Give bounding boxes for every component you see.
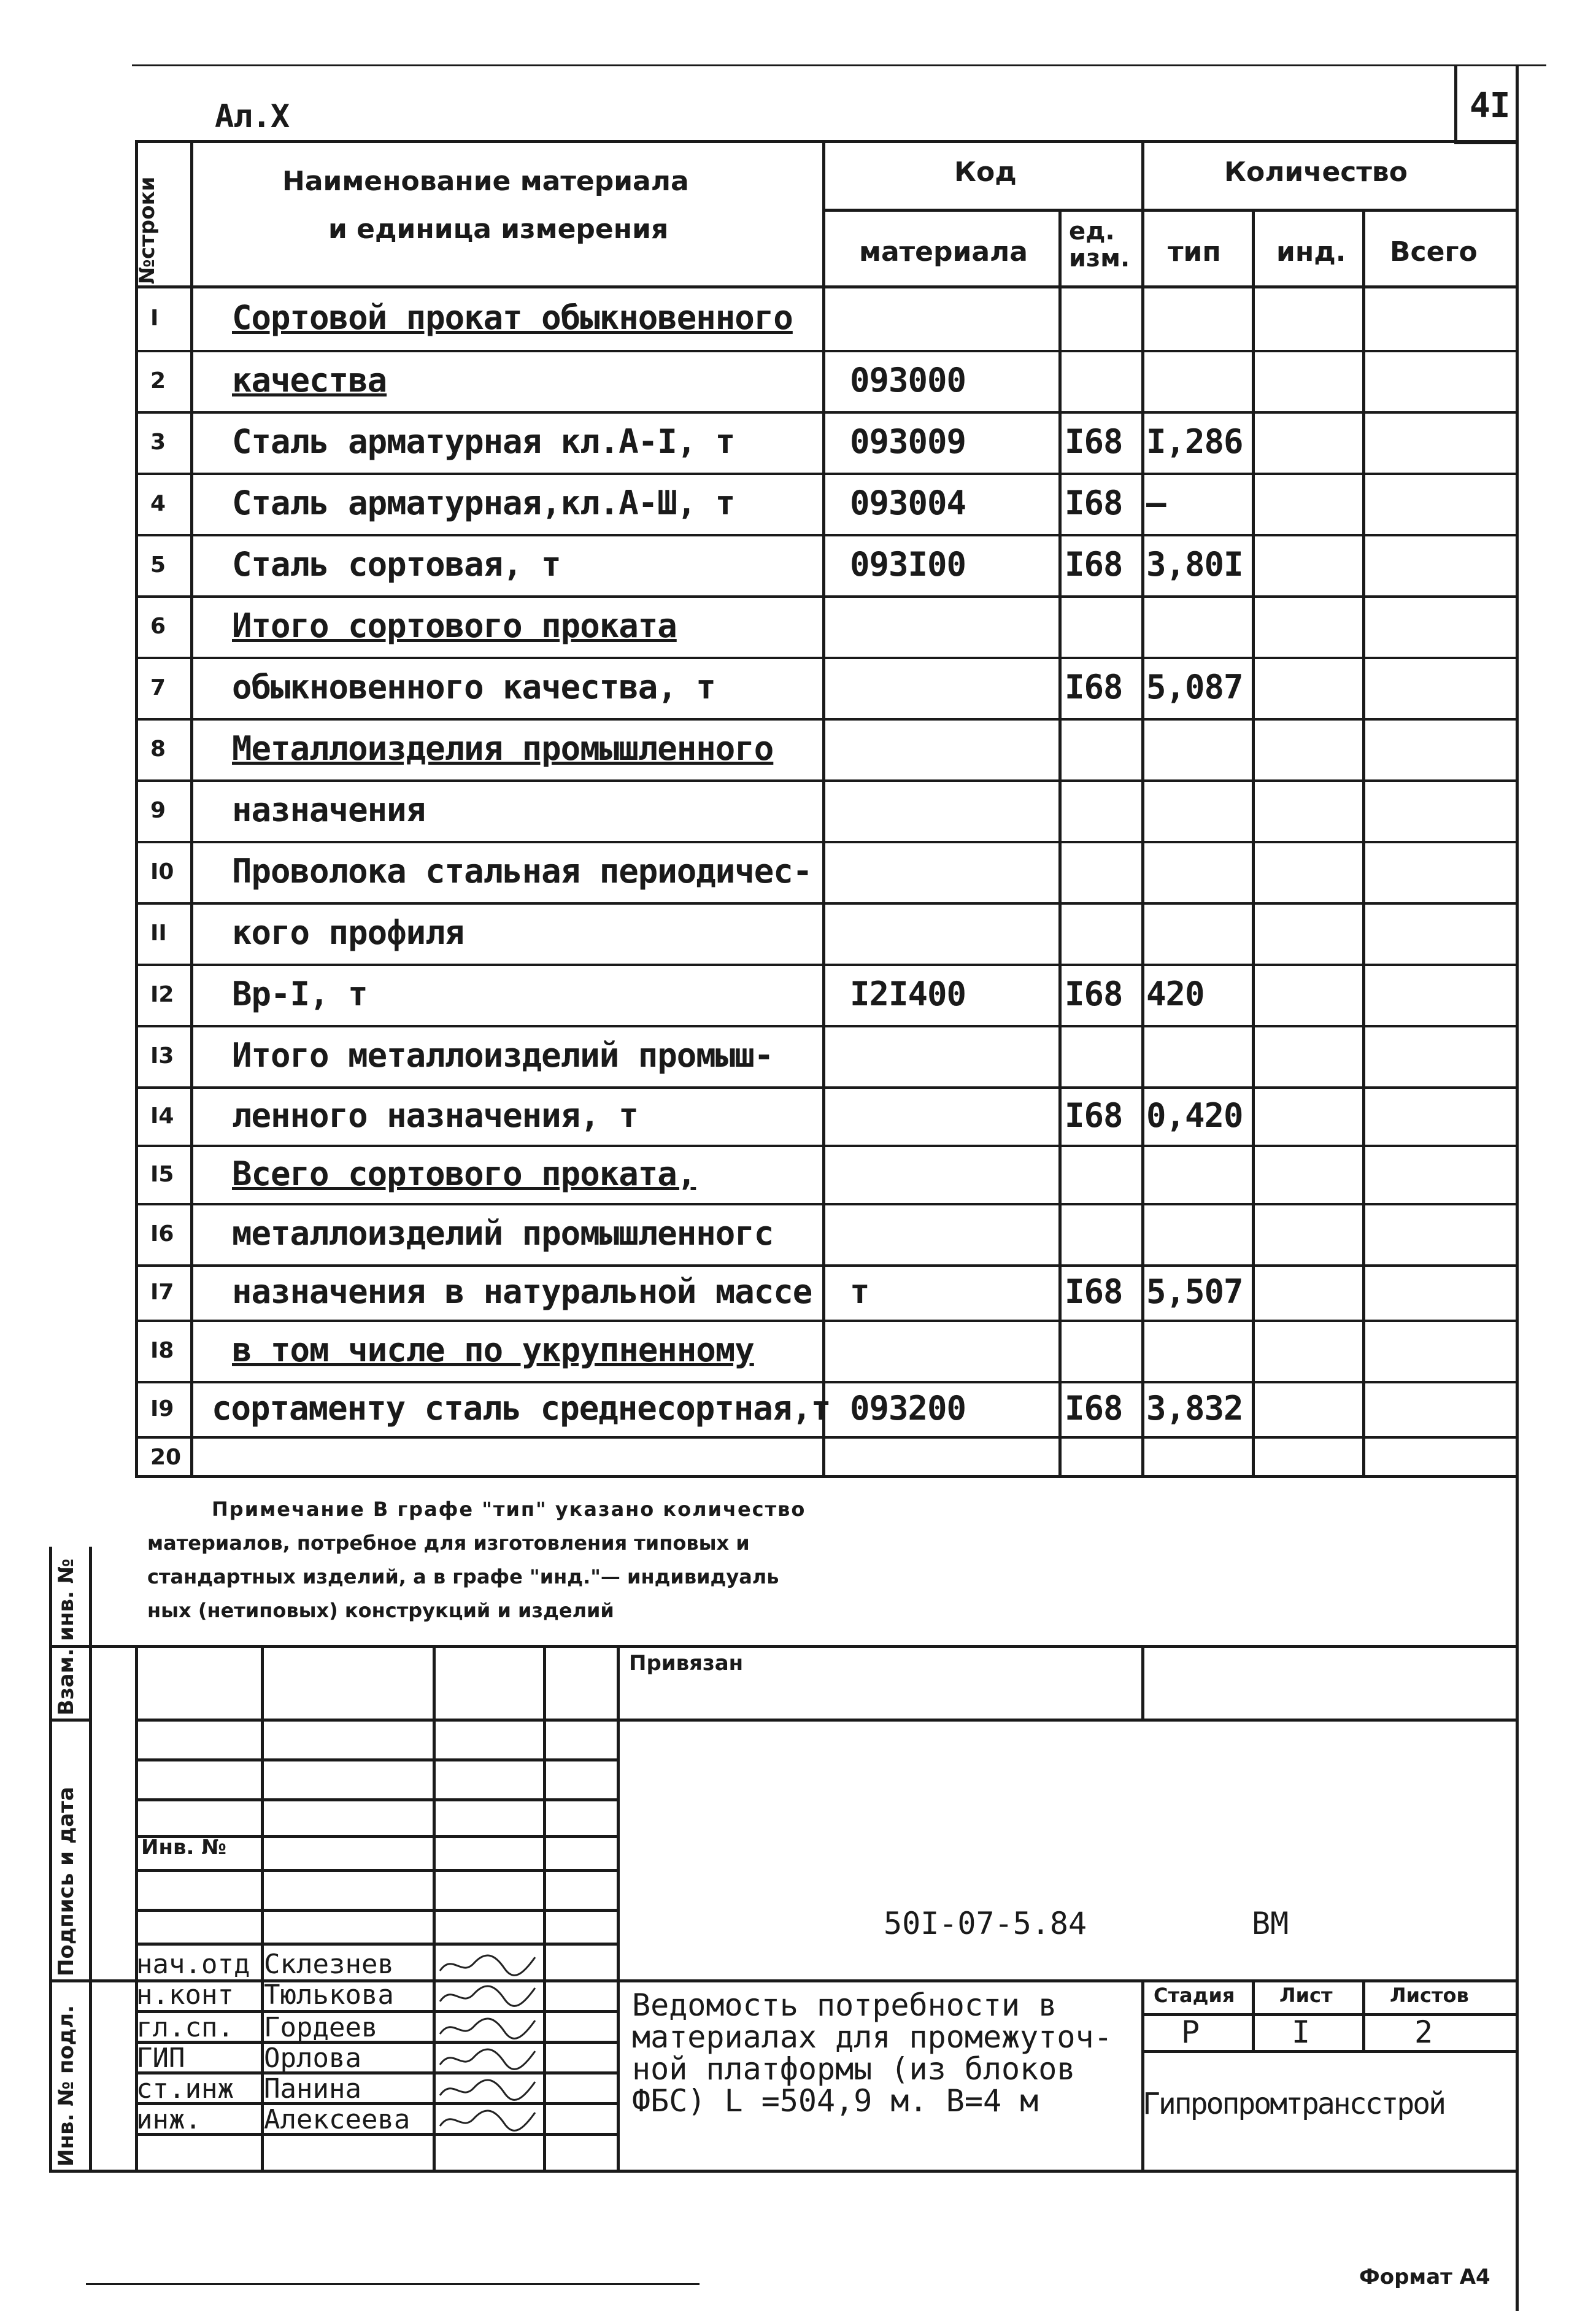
signer-name: Тюлькова	[264, 1979, 394, 2011]
row-number: 5	[150, 552, 166, 578]
row-number: I5	[150, 1161, 174, 1187]
row-material-name: Всего сортового проката,	[232, 1154, 696, 1193]
tb-stage-left	[1141, 1979, 1144, 2170]
format-label: Формат А4	[1359, 2265, 1490, 2289]
col-code-label: Код	[954, 157, 1017, 188]
row-qty-type: 3,80I	[1146, 545, 1243, 584]
side-label-podpis: Подпись и дата	[54, 1787, 79, 1976]
tb-row-5	[135, 1869, 617, 1872]
signer-role: нач.отд	[136, 1949, 250, 1980]
page-number: 4I	[1470, 86, 1510, 126]
tb-row-2	[135, 1758, 617, 1761]
row-number: I0	[150, 859, 174, 884]
row-number: I6	[150, 1221, 174, 1247]
row-separator	[135, 350, 1517, 352]
note-line-4: ных (нетиповых) конструкций и изделий	[147, 1599, 614, 1622]
col-line-name	[822, 140, 825, 1478]
row-separator	[135, 1145, 1517, 1147]
row-material-name: назначения	[232, 791, 426, 829]
row-separator	[135, 1320, 1517, 1322]
col-line-type	[1252, 209, 1255, 1478]
title-line-3: ной платформы (из блоков	[632, 2051, 1076, 2087]
signer-role: н.конт	[136, 1979, 234, 2011]
note-line-1: Примечание В графе "тип" указано количество	[212, 1498, 806, 1521]
row-qty-type: 3,832	[1146, 1389, 1243, 1428]
row-number: 2	[150, 368, 166, 393]
row-separator	[135, 779, 1517, 782]
col-total-label: Всего	[1390, 236, 1478, 268]
row-separator	[135, 841, 1517, 843]
note-line-2: материалов, потребное для изготовления типовых и	[147, 1531, 750, 1555]
row-material-name: Итого металлоизделий промыш-	[232, 1036, 774, 1075]
row-number: 7	[150, 675, 166, 700]
row-number: 3	[150, 430, 166, 455]
row-unit-code: I68	[1065, 1096, 1123, 1135]
row-unit-code: I68	[1065, 668, 1123, 706]
row-material-code: 093I00	[850, 545, 966, 584]
sheet-label: Лист	[1279, 1984, 1333, 2007]
col-line-unit	[1141, 140, 1144, 1478]
signer-name: Панина	[264, 2073, 361, 2105]
header-bottom-line	[135, 285, 1517, 288]
titleblock-bottom-line	[49, 2170, 1517, 2173]
tb-row-6	[135, 1909, 617, 1912]
sheets-label: Листов	[1390, 1984, 1469, 2007]
row-material-name: Сталь сортовая, т	[232, 545, 561, 584]
row-material-name: Сортовой прокат обыкновенного	[232, 298, 793, 337]
side-label-vzam: Взам. инв. №	[54, 1558, 79, 1715]
tb-bound-bottom	[617, 1719, 1517, 1722]
row-material-name: в том числе по укрупненному	[232, 1331, 754, 1369]
signer-name: Гордеев	[264, 2012, 378, 2043]
row-qty-type: 420	[1146, 975, 1205, 1013]
row-number: 6	[150, 614, 166, 639]
row-separator	[135, 718, 1517, 721]
row-separator	[135, 473, 1517, 475]
row-number: 20	[150, 1445, 182, 1470]
row-material-name: обыкновенного качества, т	[232, 668, 715, 706]
side-strip-left-line	[49, 1547, 52, 2170]
row-number: I	[150, 305, 159, 331]
sheet-value: I	[1292, 2014, 1311, 2050]
signature-scribble	[437, 1981, 541, 2010]
row-material-name: сортаменту сталь среднесортная,т	[212, 1389, 831, 1428]
stage-value: Р	[1181, 2014, 1200, 2050]
title-line-2: материалах для промежуточ-	[632, 2019, 1112, 2055]
col-type-label: тип	[1168, 236, 1221, 268]
row-material-name: Итого сортового проката	[232, 606, 677, 645]
row-material-code: I2I400	[850, 975, 966, 1013]
col-line-code	[1058, 209, 1062, 1478]
signature-scribble	[437, 2044, 541, 2073]
row-material-name: Сталь арматурная,кл.А-Ш, т	[232, 484, 735, 522]
stage-label: Стадия	[1154, 1984, 1235, 2007]
col-name-label-1: Наименование материала	[282, 166, 689, 197]
row-number: I8	[150, 1338, 174, 1363]
row-qty-type: 5,507	[1146, 1272, 1243, 1311]
col-name-label-2: и единица измерения	[328, 214, 669, 245]
row-unit-code: I68	[1065, 484, 1123, 522]
row-separator	[135, 1381, 1517, 1383]
signer-role: ГИП	[136, 2043, 185, 2074]
row-separator	[135, 657, 1517, 659]
row-qty-type: 0,420	[1146, 1096, 1243, 1135]
signer-name: Алексеева	[264, 2104, 411, 2135]
row-number: I3	[150, 1043, 174, 1069]
signature-scribble	[437, 2074, 541, 2104]
row-material-code: 093200	[850, 1389, 966, 1428]
row-qty-type: I,286	[1146, 422, 1243, 461]
signer-role: гл.сп.	[136, 2012, 234, 2043]
row-material-code: 093009	[850, 422, 966, 461]
col-ind-label: инд.	[1276, 236, 1346, 268]
tb-row-7	[135, 1943, 617, 1946]
row-material-name: Металлоизделия промышленного	[232, 729, 774, 768]
row-separator	[135, 1203, 1517, 1205]
tb-col-2	[433, 1645, 436, 2170]
row-unit-code: I68	[1065, 1389, 1123, 1428]
row-separator	[135, 1086, 1517, 1089]
row-separator	[135, 595, 1517, 598]
col-line-ind	[1362, 209, 1365, 1478]
bound-label: Привязан	[629, 1651, 744, 1676]
signature-scribble	[437, 1950, 541, 1979]
tb-row-3	[135, 1798, 617, 1801]
row-separator	[135, 902, 1517, 905]
row-separator	[135, 411, 1517, 414]
row-unit-code: I68	[1065, 422, 1123, 461]
row-number: 4	[150, 491, 166, 516]
row-number: 9	[150, 798, 166, 823]
titleblock-top-line	[49, 1645, 1517, 1648]
row-qty-type: 5,087	[1146, 668, 1243, 706]
title-line-1: Ведомость потребности в	[632, 1987, 1057, 2023]
row-separator	[135, 1436, 1517, 1439]
note-line-3: стандартных изделий, а в графе "инд."— индивидуаль	[147, 1565, 779, 1588]
row-number: I7	[150, 1280, 174, 1305]
side-strip-right-line	[89, 1547, 92, 2170]
col-unit-label: ед. изм.	[1069, 217, 1130, 273]
top-border-line	[132, 64, 1546, 66]
row-material-name: Вр-I, т	[232, 975, 368, 1013]
row-unit-code: I68	[1065, 1272, 1123, 1311]
doc-mark: ВМ	[1252, 1906, 1289, 1941]
doc-code: 50I-07-5.84	[884, 1906, 1087, 1941]
row-material-name: кого профиля	[232, 913, 465, 952]
row-separator	[135, 534, 1517, 536]
signature-scribble	[437, 2105, 541, 2135]
row-material-name: Проволока стальная периодичес-	[232, 852, 812, 891]
sheets-value: 2	[1414, 2014, 1433, 2050]
organization: Гипропромтрансстрой	[1143, 2087, 1445, 2121]
inv-label: Инв. №	[141, 1835, 227, 1860]
album-label: Ал.X	[215, 98, 290, 135]
row-qty-type: –	[1146, 484, 1166, 522]
signer-name: Склезнев	[264, 1949, 394, 1980]
row-separator	[135, 964, 1517, 966]
row-material-code: 093000	[850, 361, 966, 400]
bottom-line	[86, 2283, 700, 2285]
tb-col-3	[543, 1645, 546, 2170]
row-material-code: т	[850, 1272, 869, 1311]
title-line-4: ФБС) L =504,9 м. В=4 м	[632, 2083, 1039, 2119]
side-strip-div-2	[49, 1979, 89, 1982]
col-rownum-label: №строки	[135, 176, 160, 284]
signer-role: инж.	[136, 2104, 201, 2135]
side-label-inv-podl: Инв. № подл.	[54, 2005, 79, 2167]
row-separator	[135, 1025, 1517, 1027]
col-qty-label: Количество	[1224, 157, 1408, 188]
row-number: I4	[150, 1103, 174, 1129]
col-material-label: материала	[859, 236, 1028, 268]
tb-bound-divider	[1141, 1645, 1144, 1719]
row-number: 8	[150, 737, 166, 762]
row-material-name: назначения в натуральной массе	[232, 1272, 812, 1311]
tb-row-1	[135, 1719, 617, 1722]
row-material-name: ленного назначения, т	[232, 1096, 638, 1135]
row-material-name: качества	[232, 361, 387, 400]
header-mid-line	[822, 209, 1517, 212]
col-line-rownum	[190, 140, 193, 1478]
row-number: II	[150, 921, 167, 946]
row-material-code: 093004	[850, 484, 966, 522]
side-strip-div-1	[49, 1719, 89, 1722]
tb-col-4	[617, 1645, 620, 2170]
signer-name: Орлова	[264, 2043, 361, 2074]
row-separator	[135, 1264, 1517, 1267]
row-unit-code: I68	[1065, 975, 1123, 1013]
row-number: I9	[150, 1396, 174, 1421]
row-unit-code: I68	[1065, 545, 1123, 584]
row-material-name: металлоизделий промышленногс	[232, 1214, 774, 1253]
row-material-name: Сталь арматурная кл.А-I, т	[232, 422, 735, 461]
signer-role: ст.инж	[136, 2073, 234, 2105]
row-number: I2	[150, 982, 174, 1007]
signature-scribble	[437, 2013, 541, 2043]
tb-stage-bottom	[1141, 2050, 1517, 2053]
